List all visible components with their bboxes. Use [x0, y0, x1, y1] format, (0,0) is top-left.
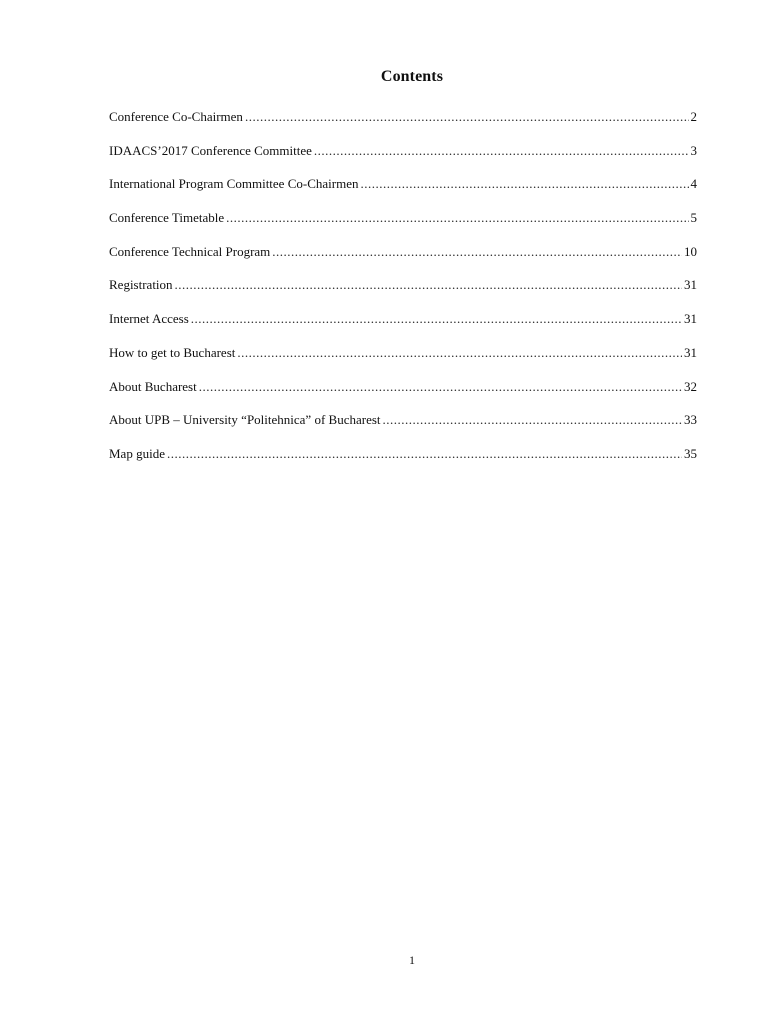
toc-entry-internet-access[interactable] — [109, 309, 697, 343]
toc-dot-leader — [245, 107, 689, 127]
toc-title: Contents — [380, 68, 444, 85]
toc-entry-conference-committee[interactable] — [109, 141, 697, 175]
toc-entry-conference-timetable[interactable] — [109, 208, 697, 242]
toc-entry-registration[interactable] — [109, 275, 697, 309]
toc-dot-leader — [226, 208, 688, 228]
toc-entry-label: Conference Technical Program — [109, 243, 271, 259]
toc-entry-page: 35 — [684, 445, 697, 461]
toc-entry-label: Internet Access — [109, 311, 189, 327]
toc-entry-page: 4 — [690, 176, 697, 192]
toc-entry-page: 3 — [690, 142, 697, 158]
toc-dot-leader — [175, 275, 682, 295]
toc-entry-how-to-get-to-bucharest[interactable] — [109, 343, 697, 377]
toc-entry-label: About Bucharest — [109, 378, 197, 394]
toc-entry-technical-program[interactable] — [109, 242, 697, 276]
toc-entry-page: 31 — [684, 277, 697, 293]
toc-dot-leader — [360, 174, 688, 194]
toc-entry-page: 32 — [684, 378, 697, 394]
toc-entry-page: 5 — [690, 210, 697, 226]
toc-dot-leader — [199, 377, 682, 397]
toc-dot-leader — [383, 410, 682, 430]
toc-entry-page: 33 — [684, 412, 697, 428]
toc-dot-leader — [167, 444, 682, 464]
toc-entry-label: About UPB – University “Politehnica” of Bucharest — [109, 412, 381, 428]
toc-entry-label: Conference Timetable — [109, 210, 225, 226]
toc-entry-label: International Program Committee Co-Chairmen — [109, 176, 359, 192]
toc-dot-leader — [237, 343, 682, 363]
toc-dot-leader — [191, 309, 682, 329]
toc-entry-page: 10 — [684, 243, 697, 259]
toc-entry-page: 31 — [684, 311, 697, 327]
toc-entry-map-guide[interactable] — [109, 444, 697, 478]
toc-entry-label: How to get to Bucharest — [109, 344, 236, 360]
toc-entry-label: Map guide — [109, 445, 165, 461]
toc-entry-about-bucharest[interactable] — [109, 377, 697, 411]
toc-entry-conference-co-chairmen[interactable] — [109, 107, 697, 141]
toc-entry-about-upb[interactable] — [109, 410, 697, 444]
toc-entry-page: 31 — [684, 344, 697, 360]
toc-entry-program-committee-co-chairmen[interactable] — [109, 174, 697, 208]
page-number: 1 — [409, 953, 415, 967]
toc-dot-leader — [314, 141, 689, 161]
toc-entry-label: Conference Co-Chairmen — [109, 109, 243, 124]
toc-list — [109, 107, 697, 478]
toc-entry-label: Registration — [109, 277, 173, 293]
toc-entry-page: 2 — [690, 109, 697, 124]
toc-dot-leader — [272, 242, 682, 262]
toc-entry-label: IDAACS’2017 Conference Committee — [109, 142, 312, 158]
